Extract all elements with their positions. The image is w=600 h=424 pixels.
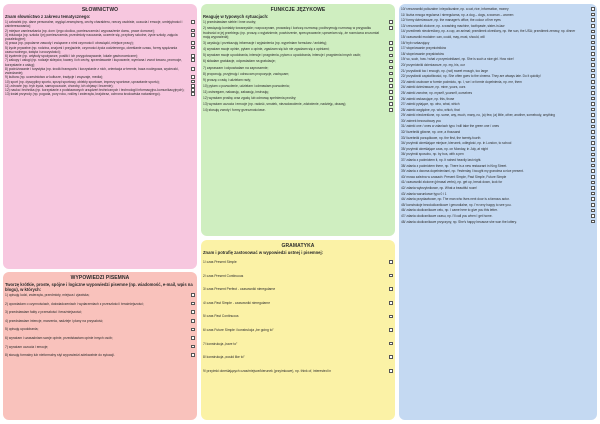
list-item: 33/ liczebniki porządkowe, np. the first, the twenty-fourth [401,136,595,140]
checkbox[interactable] [191,33,195,37]
checkbox[interactable] [191,29,195,33]
list-item: 12/ formy dzierżawcze, np. the manager's office, the colour of her eyes [401,18,595,22]
checkbox[interactable] [389,96,393,100]
list-item: 7) wyrażam uczucia i emocje; [5,345,195,351]
checkbox[interactable] [389,66,393,70]
list-item: 8) proponuję, przyjmuję i odrzucam propozycje, zachęcam; [203,72,393,77]
list-item: 14/ przedimek nieokreślony, np. a cup, an animal; przedimek określony, np. the sun, the USA; przedimek zerowy, np. dinner [401,29,595,33]
list-item: 2) opowiadam o czynnościach, doświadczeniach i wydarzeniach z przeszłości i teraźniejszości; [5,302,195,308]
checkbox[interactable] [591,91,595,95]
list-item: 32/ liczebniki główne, np. one, a thousand [401,130,595,134]
list-item: 1/ czas Present Simple [203,260,393,265]
grammar-list [203,260,393,373]
checkbox[interactable] [591,158,595,162]
checkbox[interactable] [191,46,195,50]
list-item: 9) kultura (np. uczestnictwo w kulturze, tradycje i zwyczaje, media); [5,75,195,79]
checkbox[interactable] [389,301,393,305]
checkbox[interactable] [191,75,195,79]
grammar-title: GRAMATYKA [281,243,315,249]
checkbox[interactable] [591,181,595,185]
checkbox[interactable] [389,47,393,51]
checkbox[interactable] [591,80,595,84]
checkbox[interactable] [591,102,595,106]
list-item: 6/ czas Future Simple i konstrukcja „be going to” [203,328,393,333]
list-item: 34/ przyimki określające miejsce, kierunek, odległość, np. in London, to school [401,141,595,145]
list-item: 31/ zaimki one / ones w zdaniach typu I will take the green one / ones [401,124,595,128]
list-item: 10) sport (np. dyscypliny sportu, sprzęt sportowy, obiekty sportowe, imprezy sportowe, uprawianie sportu); [5,80,195,84]
checkbox[interactable] [191,41,195,45]
checkbox[interactable] [191,58,195,62]
list-item: 41/ czasowniki złożone (phrasal verbs), np. get up, break down, look for [401,180,595,184]
list-item: 9) proszę o radę i udzielam rady; [203,78,393,83]
list-item: 1) opisuję ludzi, zwierzęta, przedmioty, miejsca i zjawiska; [5,293,195,299]
checkbox[interactable] [591,86,595,90]
list-item: 39/ zdania z dwoma dopełnieniami, np. Yesterday I bought my grandma a nice present. [401,169,595,173]
writing-subtitle: Tworzę krótkie, proste, spójne i logiczne wypowiedzi pisemne (np. wiadomość, e-mail, wpis na blogu), w których: [5,282,193,292]
checkbox[interactable] [591,52,595,56]
checkbox[interactable] [191,84,195,88]
checkbox[interactable] [389,90,393,94]
checkbox[interactable] [191,80,195,84]
checkbox[interactable] [389,102,393,106]
checkbox[interactable] [191,328,195,332]
list-item: 18/ stopniowanie przysłówków [401,52,595,56]
checkbox[interactable] [191,20,195,24]
checkbox[interactable] [591,97,595,101]
checkbox[interactable] [389,369,393,373]
vocab-title: SŁOWNICTWO [81,7,119,13]
checkbox[interactable] [591,169,595,173]
list-item: 23/ zaimki osobowe w formie podmiotu, np. I, we i w formie dopełnienia, np. me, them [401,80,595,84]
list-item: 47/ zdania okolicznikowe czasu, np. I'll call you when I get home. [401,214,595,218]
vocab-section [5,7,195,269]
checkbox[interactable] [191,88,195,92]
checkbox[interactable] [591,141,595,145]
list-item: 13) wyrażam uczucia i emocje (np. radość, smutek, niezadowolenie, zdziwienie, nadzieję, obawę); [203,102,393,107]
checkbox[interactable] [591,209,595,213]
checkbox[interactable] [591,113,595,117]
list-item: 13/ rzeczowniki złożone, np. a washing machine, toothpaste, sister-in-law [401,24,595,28]
list-item: 5) wyrażam swoje upodobania, intencje i pragnienia, pytam o upodobania, intencje i pragnienia innych osób; [203,53,393,58]
checkbox[interactable] [389,315,393,319]
list-item: 4) przedstawiam intencje, marzenia, nadzieje i plany na przyszłość; [5,319,195,325]
checkbox[interactable] [591,147,595,151]
checkbox[interactable] [591,197,595,201]
checkbox[interactable] [389,355,393,359]
list-item: 11/ liczba mnoga regularna i nieregularna, np. a dog – dogs, a woman – women [401,13,595,17]
functions-section [203,7,393,236]
checkbox[interactable] [389,41,393,45]
checkbox[interactable] [591,58,595,62]
functions-list [203,20,393,113]
list-item: 3) uzyskuję i przekazuję informacje i wyjaśnienia (np. wypełniam formularz / ankietę); [203,41,393,46]
list-item: 4) wyrażam swoje opinie, pytam o opinie, zgadzam się lub nie zgadzam się z opiniami; [203,47,393,52]
checkbox[interactable] [191,302,195,306]
functions-title: FUNKCJE JĘZYKOWE [270,7,326,13]
checkbox[interactable] [389,260,393,264]
checkbox[interactable] [591,7,595,11]
checkbox[interactable] [591,24,595,28]
list-item: 3/ czas Present Perfect - czasowniki nieregularne [203,287,393,292]
checkbox[interactable] [389,84,393,88]
checkbox[interactable] [389,72,393,76]
vocab-subtitle: Znam słownictwo z zakresu tematycznego: [5,14,91,19]
checkbox[interactable] [191,353,195,357]
checkbox[interactable] [389,287,393,291]
checkbox[interactable] [591,130,595,134]
grammar-continued-list [401,7,595,224]
checkbox[interactable] [591,164,595,168]
list-item: 37/ zdania z podmiotem it, np. It rained heavily last night. [401,158,595,162]
list-item: 8) podróżowanie i turystyka (np. środki transportu i korzystanie z nich, orientacja w terenie, baza noclegowa, wycieczki, zwiedzanie); [5,67,195,76]
checkbox[interactable] [389,26,393,30]
functions-subtitle: Reaguję w typowych sytuacjach: [203,14,269,19]
list-item: 7/ konstrukcja „have to” [203,342,393,347]
list-item: 36/ przyimki sposobu, np. by bus, with a pen [401,152,595,156]
checkbox[interactable] [591,108,595,112]
checkbox[interactable] [191,92,195,96]
list-item: 5) życie prywatne (np. rodzina, znajomi i przyjaciele, czynności życia codziennego, określanie czasu, formy spędzania czasu wolnego, święta i uroczystości); [5,46,195,55]
list-item: 1) człowiek (np. dane personalne, wygląd zewnętrzny, cechy charakteru, rzeczy osobiste, uczucia i emocje, umiejętności i zainteresowania); [5,20,195,29]
writing-section [5,275,195,419]
writing-title: WYPOWIEDZI PISEMNA [70,275,130,281]
vocab-list [5,20,195,97]
list-item: 5/ czas Past Continuous [203,314,393,319]
checkbox[interactable] [191,336,195,340]
list-item: 1) przedstawiam siebie i inne osoby; [203,20,393,25]
checkbox[interactable] [591,214,595,218]
checkbox[interactable] [591,153,595,157]
checkbox[interactable] [389,274,393,278]
list-item: 2/ czas Present Continuous [203,274,393,279]
list-item: 17/ stopniowanie przymiotników [401,46,595,50]
list-item: 26/ zaimki wskazujące, np. this, those [401,97,595,101]
list-item: 4) praca (np. popularne zawody i związane z nimi czynności i obowiązki, miejsce pracy); [5,41,195,45]
checkbox[interactable] [591,220,595,224]
checkbox[interactable] [389,54,393,58]
list-item: 10/ rzeczowniki policzalne i niepoliczalne, np. a cat, rice, information, money [401,7,595,11]
list-item: 42/ zdania wykrzyknikowe, np. What a beautiful room! [401,186,595,190]
list-item: 12) nauka i technika (np. korzystanie z podstawowych urządzeń technicznych i technologii informacyjno-komunikacyjnych); [5,88,195,92]
list-item: 2) miejsce zamieszkania (np. dom i jego okolica, pomieszczenia i wyposażenie domu, prace domowe); [5,29,195,33]
checkbox[interactable] [591,30,595,34]
checkbox[interactable] [191,293,195,297]
checkbox[interactable] [191,319,195,323]
checkbox[interactable] [389,60,393,64]
list-item: 27/ zaimki pytające, np. who, what, which [401,102,595,106]
list-item: 4/ czas Past Simple - czasowniki nieregularne [203,301,393,306]
grammar-continued-section [401,7,595,419]
checkbox[interactable] [591,18,595,22]
list-item: 22/ przysłówki częstotliwości, np. She often goes to the cinema. They are always late. Do it quickly! [401,74,595,78]
list-item: 15/ czasowniki modalne: can, could, may, must, should, will [401,35,595,39]
list-item: 35/ przyimki określające czas, np. on Monday, in July, at night [401,147,595,151]
checkbox[interactable] [591,175,595,179]
list-item: 38/ zdania z podmiotem there, np. There is a new restaurant in King Street. [401,164,595,168]
list-item: 43/ zdania warunkowe typu 0 i 1 [401,192,595,196]
list-item: 45/ konstrukcje bezokolicznikowe i gerundialne, np. I'm very happy to see you. [401,203,595,207]
checkbox[interactable] [591,13,595,17]
list-item: 2) nawiązuję kontakty towarzyskie; rozpoczynam, prowadzę i kończę rozmowę; podtrzymuję rozmowę w przypadku trudności w jej przebiegu (np. proszę o wyjaśnienie, powtórzenie, sprecyzowanie; upewniam się, że rozmówca zrozumiał moją wypowiedź); [203,26,393,40]
writing-list [5,293,195,359]
list-item: 40/ mowa zależna w czasach: Present Simple, Past Simple, Future Simple [401,175,595,179]
checkbox[interactable] [389,108,393,112]
checkbox[interactable] [591,119,595,123]
checkbox[interactable] [591,203,595,207]
list-item: 11) zdrowie (np. tryb życia, samopoczucie, choroby, ich objawy i leczenie); [5,84,195,88]
checkbox[interactable] [191,310,195,314]
checkbox[interactable] [389,342,393,346]
checkbox[interactable] [591,63,595,67]
checkbox[interactable] [191,67,195,71]
checkbox[interactable] [191,54,195,58]
checkbox[interactable] [591,46,595,50]
list-item: 14) stosuję zwroty i formy grzecznościowe. [203,108,393,113]
grammar-subtitle: Znam i potrafię zastosować w wypowiedzi ustnej i pisemnej: [203,250,324,255]
list-item: 5) opisuję upodobania; [5,327,195,333]
list-item: 12) wyrażam prośbę oraz zgodę lub odmowę spełnienia prośby; [203,96,393,101]
checkbox[interactable] [591,186,595,190]
list-item: 16/ tryb rozkazujący [401,41,595,45]
checkbox[interactable] [191,345,195,349]
list-item: 11) ostrzegam, nakazuję, zakazuję, instruuję; [203,90,393,95]
list-item: 6) wyrażam i uzasadniam swoje opinie, przedstawiam opinie innych osób; [5,336,195,342]
checkbox[interactable] [591,136,595,140]
list-item: 30/ zaimek bezosobowy you [401,119,595,123]
list-item: 8) stosuję formalny lub nieformalny styl wypowiedzi adekwatnie do sytuacji. [5,353,195,359]
list-item: 13) świat przyrody (np. pogoda, pory roku, rośliny i zwierzęta, krajobraz, ochrona środowiska naturalnego). [5,92,195,96]
list-item: 46/ zdania okolicznikowe celu, np. I came here to give you this letter. [401,208,595,212]
checkbox[interactable] [591,192,595,196]
list-item: 3) edukacja (np. szkoła i jej pomieszczenia, przedmioty nauczania, uczenie się, przybory szkolne, życie szkoły, zajęcia pozalekcyjne); [5,33,195,42]
list-item: 29/ zaimki nieokreślone, np. some, any, much, many, no, (a) few, (a) little, other, another, somebody, anything [401,113,595,117]
list-item: 9/ przyimki określających czas/miejsce/kierunek (przyimkowe), np. think of, interested in [203,369,393,374]
checkbox[interactable] [389,328,393,332]
list-item: 3) przedstawiam fakty z przeszłości i teraźniejszości; [5,310,195,316]
checkbox[interactable] [591,41,595,45]
list-item: 21/ przysłówki too i enough, np. (not) sweet enough, too large [401,69,595,73]
grammar-section [203,243,393,419]
list-item: 7) zapraszam i odpowiadam na zaproszenie; [203,66,393,71]
list-item: 10) pytam o pozwolenie, udzielam i odmawiam pozwolenia; [203,84,393,89]
checkbox[interactable] [591,35,595,39]
checkbox[interactable] [389,20,393,24]
checkbox[interactable] [591,74,595,78]
list-item: 8/ konstrukcja „would like to” [203,355,393,360]
list-item: 24/ zaimki dzierżawcze, np. mine, yours, ours [401,85,595,89]
list-item: 20/ przymiotniki dzierżawcze, np. my, his, our [401,63,595,67]
list-item: 25/ zaimki zwrotne, np. myself, yourself, ourselves [401,91,595,95]
checkbox[interactable] [389,78,393,82]
list-item: 6) składam gratulacje, odpowiadam na gratulacje; [203,59,393,64]
list-item: 6) żywienie (np. artykuły spożywcze, posiłki i ich przygotowywanie, lokale gastronomiczne); [5,54,195,58]
checkbox[interactable] [591,125,595,129]
list-item: 28/ zaimki względne, np. who, which, that [401,108,595,112]
list-item: 48/ zdania okolicznikowe przyczyny, np. She's happy because she won the lottery. [401,220,595,224]
checkbox[interactable] [591,69,595,73]
list-item: 7) zakupy i usługi (np. rodzaje sklepów, towary i ich cechy, sprzedawanie i kupowanie, wymiana i zwrot towaru, promocje, korzystanie z usług); [5,58,195,67]
list-item: 19/ so, such, how / what z przymiotnikami, np. She is such a nice girl. How nice! [401,57,595,61]
list-item: 44/ zdania przydawkowe, np. The man who lives next door is a famous actor. [401,197,595,201]
